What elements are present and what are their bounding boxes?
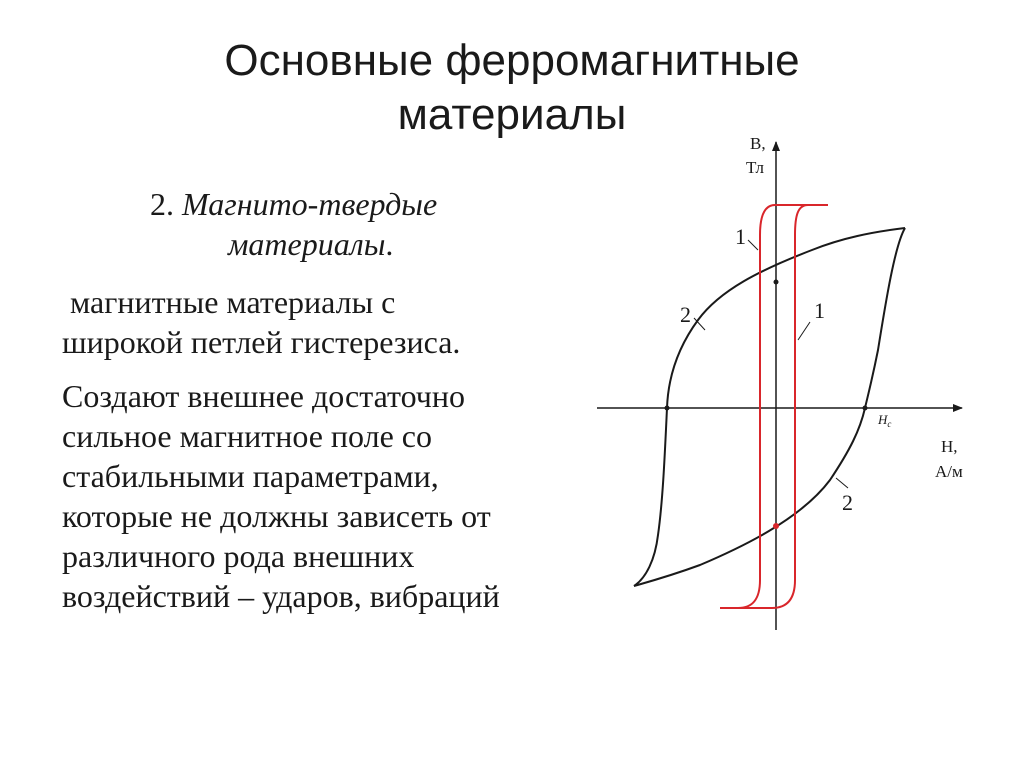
- paragraph-purpose-line: стабильными параметрами,: [62, 458, 439, 494]
- h-axis-label-line2: А/м: [935, 462, 963, 481]
- curve1-right-leader: [798, 322, 810, 340]
- subtitle-period: .: [385, 226, 394, 262]
- slide-title: [0, 34, 1024, 142]
- paragraph-purpose-line: Создают внешнее достаточно: [62, 378, 465, 414]
- paragraph-definition-line2: широкой петлей гистерезиса.: [62, 324, 461, 360]
- paragraph-purpose-line: сильное магнитное поле со: [62, 418, 432, 454]
- subtitle-line2: материалы: [228, 226, 386, 262]
- slide-title-line2: материалы: [397, 90, 627, 139]
- hysteresis-diagram: [590, 130, 980, 630]
- subtitle-line1: Магнито-твердые: [182, 186, 438, 222]
- remanence-point-lower: [773, 523, 779, 529]
- slide-title-line1: Основные ферромагнитные: [224, 36, 800, 85]
- curve2-label-left: 2: [680, 302, 691, 327]
- paragraph-purpose-line: воздействий – ударов, вибраций: [62, 578, 500, 614]
- curve1-label-left: 1: [735, 224, 746, 249]
- coercive-force-subscript: c: [887, 419, 892, 429]
- remanence-point-upper: [774, 280, 779, 285]
- paragraph-purpose-line: которые не должны зависеть от: [62, 498, 491, 534]
- paragraph-purpose-line: различного рода внешних: [62, 538, 415, 574]
- coercive-force-letter: H: [878, 412, 888, 427]
- subtitle: [150, 184, 540, 264]
- b-axis-label-line2: Тл: [746, 158, 765, 177]
- coercive-point-right: [863, 406, 868, 411]
- curve2-label-right: 2: [842, 490, 853, 515]
- curve1-left-leader: [748, 240, 758, 250]
- curve2-right-leader: [836, 478, 848, 488]
- coercive-force-label: [877, 412, 891, 429]
- paragraph-purpose: [62, 376, 622, 616]
- paragraph-definition-line1: магнитные материалы с: [70, 284, 396, 320]
- curve1-label-right: 1: [814, 298, 825, 323]
- b-axis-label-line1: В,: [750, 134, 766, 153]
- h-axis-label-line1: H,: [941, 437, 958, 456]
- paragraph-definition: [62, 282, 622, 362]
- subtitle-number: 2.: [150, 186, 174, 222]
- coercive-point-left: [665, 406, 670, 411]
